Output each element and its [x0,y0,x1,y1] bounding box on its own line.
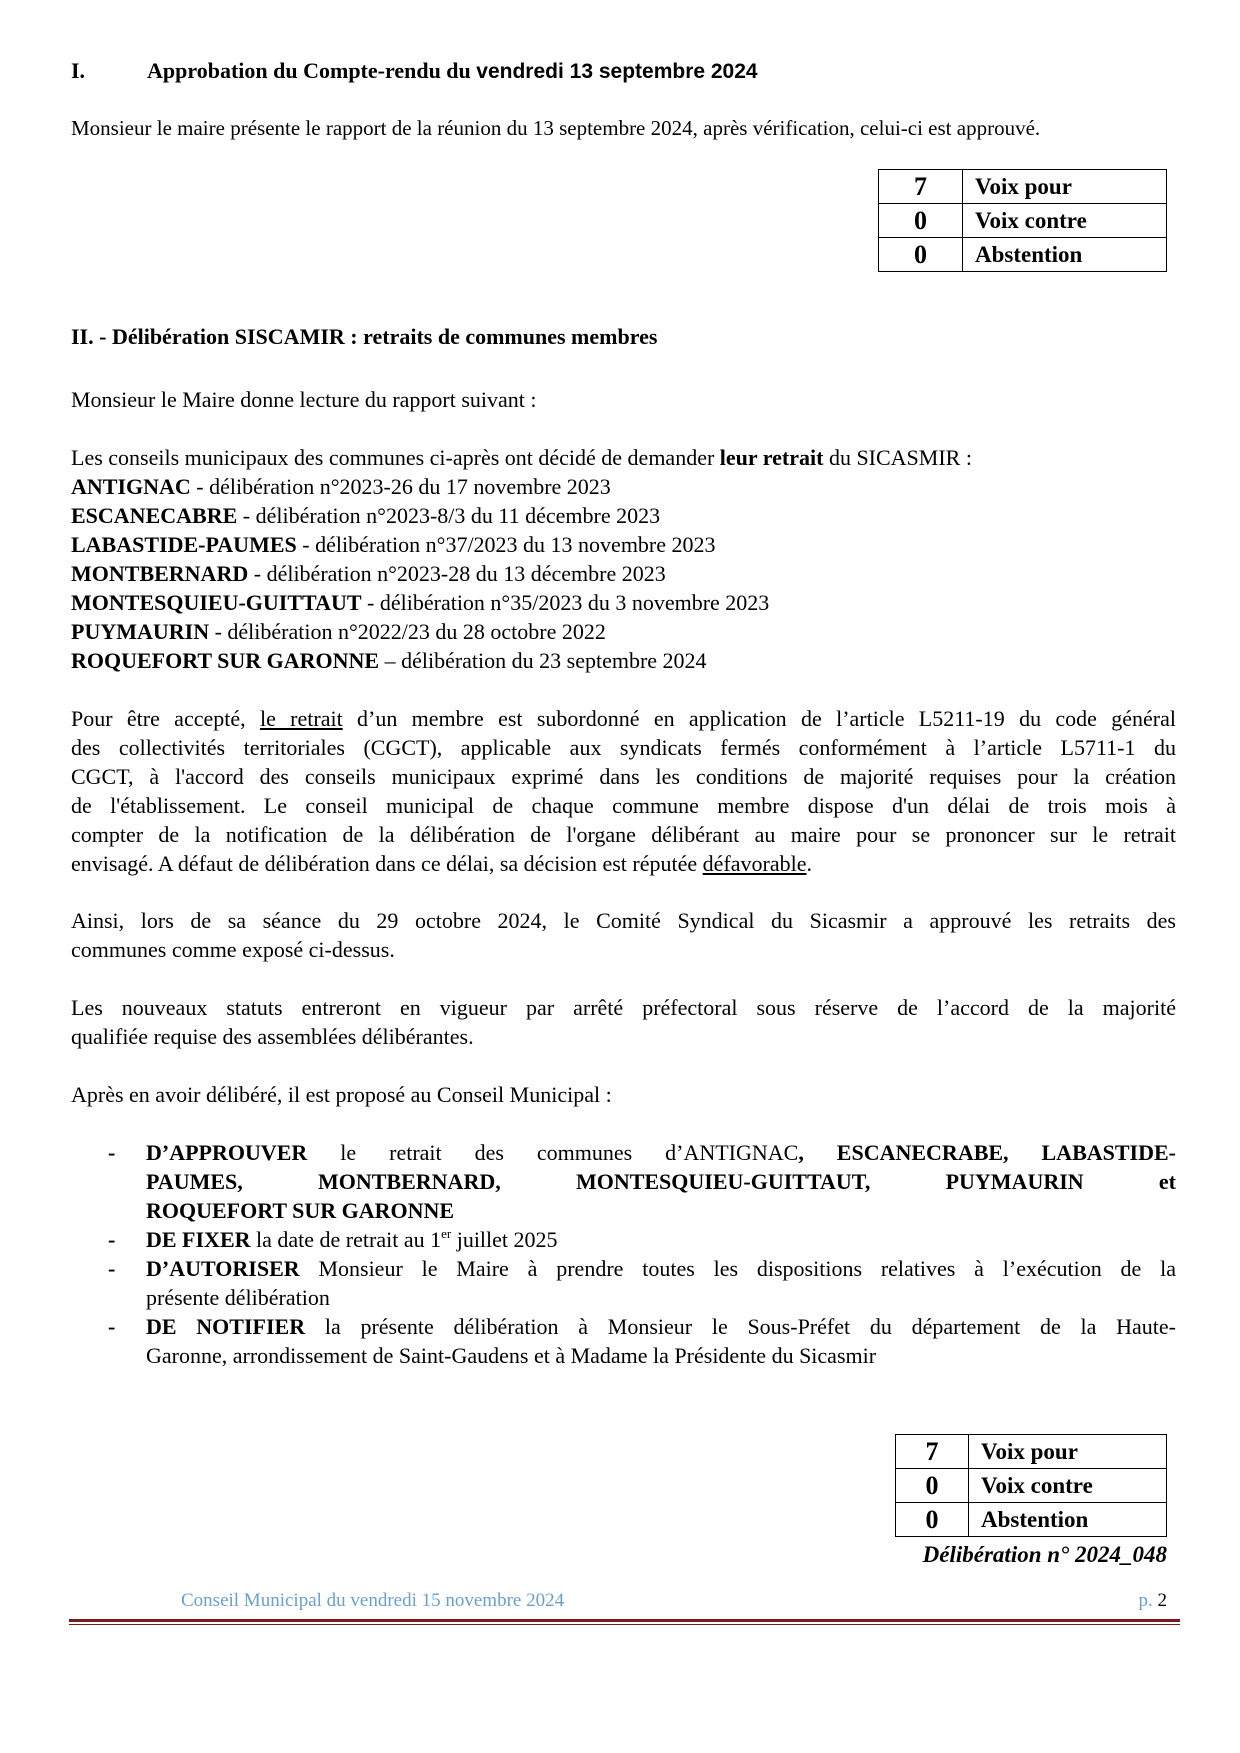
decision-verb: D’AUTORISER [146,1256,300,1281]
decision-item [146,1138,1176,1225]
votes-row [896,1435,1167,1469]
commune-name: MONTESQUIEU-GUITTAUT [71,590,362,615]
lead-bold: leur retrait [719,445,824,470]
section-1-text: Monsieur le maire présente le rapport de la réunion du 13 septembre 2024, après vérification, celui-ci est approuvé. [71,116,1041,140]
page-prefix: p. [1138,1590,1158,1611]
vote-label: Voix contre [963,204,1167,238]
paragraph-line: qualifiée requise des assemblées délibérantes. [71,1024,474,1049]
decision-line [146,1312,1176,1341]
text-run: envisagé. A défaut de délibération dans ce délai, sa décision est réputée [71,851,703,876]
vote-count: 0 [879,204,963,238]
vote-count: 7 [896,1435,969,1469]
decision-line [146,1254,1176,1283]
paragraph-statuts [71,993,1176,1051]
commune-name: PUYMAURIN [71,619,210,644]
vote-count: 0 [896,1469,969,1503]
paragraph-line [71,704,1176,733]
commune-detail: délibération n°35/2023 du 3 novembre 2023 [379,590,770,615]
decision-verb: DE FIXER [146,1227,251,1252]
commune-detail: délibération du 23 septembre 2024 [401,648,707,673]
vote-label: Voix pour [969,1435,1167,1469]
commune-detail: délibération n°2023-26 du 17 novembre 2023 [209,474,611,499]
bullet-dash: - [108,1227,116,1252]
bullet-dash: - [108,1140,116,1165]
vote-label: Voix contre [969,1469,1167,1503]
commune-sep: – [379,648,402,673]
votes-row [879,238,1167,272]
vote-label: Abstention [963,238,1167,272]
commune-detail: délibération n°2023-28 du 13 décembre 2023 [266,561,666,586]
paragraph-line: des collectivités territoriales (CGCT), applicable aux syndicats fermés conformément à l’article L5711-1 du [71,735,1176,760]
paragraph-line: compter de la notification de la délibération de l'organe délibérant au maire pour se prononcer sur le retrait [71,822,1176,847]
section-1-date: vendredi 13 septembre 2024 [476,60,758,83]
text-run: juillet 2025 [451,1227,558,1252]
paragraph-comite [71,906,1176,964]
text-run: la présente délibération à Monsieur le Sous-Préfet du département de la Haute- [305,1314,1176,1339]
votes-row [879,170,1167,204]
decision-item [146,1254,1176,1312]
votes-table-1 [878,169,1167,272]
commune-sep: - [190,474,210,499]
proposal-text: Après en avoir délibéré, il est proposé au Conseil Municipal : [71,1082,612,1107]
paragraph-line: Ainsi, lors de sa séance du 29 octobre 2024, le Comité Syndical du Sicasmir a approuvé les retraits des [71,908,1176,933]
commune-sep: - [296,532,316,557]
text-run: , ESCANECRABE, LABASTIDE- [798,1140,1176,1165]
section-2-heading: II. - Délibération SISCAMIR : retraits de communes membres [71,324,658,349]
decision-line [146,1167,1176,1196]
commune-detail: délibération n°2022/23 du 28 octobre 2022 [227,619,606,644]
votes-row [896,1503,1167,1537]
paragraph-line [71,849,1176,878]
commune-name: LABASTIDE-PAUMES [71,532,297,557]
commune-name: MONTBERNARD [71,561,249,586]
commune-item [71,646,707,675]
commune-sep: - [237,503,256,528]
section-1-number: I. [71,58,86,83]
footer-rule [69,1619,1180,1622]
commune-name: ROQUEFORT SUR GARONNE [71,648,380,673]
superscript: er [441,1226,452,1241]
vote-label: Voix pour [963,170,1167,204]
underlined-text: défavorable [702,851,807,876]
text-run: ROQUEFORT SUR GARONNE [146,1198,455,1223]
decision-item [146,1312,1176,1370]
text-run: le retrait des communes d’ANTIGNAC [307,1140,799,1165]
footer-page [1139,1590,1168,1612]
commune-sep: - [209,619,228,644]
paragraph-line: CGCT, à l'accord des conseils municipaux exprimé dans les conditions de majorité requises pour la création [71,764,1176,789]
decision-line: Garonne, arrondissement de Saint-Gaudens et à Madame la Présidente du Sicasmir [146,1343,877,1368]
section-2-intro: Monsieur le Maire donne lecture du rapport suivant : [71,387,537,412]
commune-detail: délibération n°37/2023 du 13 novembre 2023 [315,532,716,557]
commune-name: ANTIGNAC [71,474,191,499]
section-2-lead [71,443,972,472]
votes-row [896,1469,1167,1503]
commune-sep: - [361,590,380,615]
commune-item [71,588,769,617]
underlined-text: le retrait [259,706,343,731]
paragraph-retrait [71,704,1176,878]
lead-end: du SICASMIR : [823,445,972,470]
lead-text: Les conseils municipaux des communes ci-après ont décidé de demander [71,445,720,470]
commune-name: ESCANECABRE [71,503,238,528]
section-1-title: Approbation du Compte-rendu du [147,58,477,83]
vote-count: 0 [896,1503,969,1537]
vote-label: Abstention [969,1503,1167,1537]
text-run: d’un membre est subordonné en application de l’article L5211-19 du code général [342,706,1176,731]
text-run: PAUMES, MONTBERNARD, MONTESQUIEU-GUITTAUT, PUYMAURIN et [146,1169,1176,1194]
decision-item [146,1225,558,1254]
commune-item [71,472,611,501]
commune-item [71,530,716,559]
page-number: 2 [1157,1590,1167,1611]
commune-item [71,501,660,530]
text-run: la date de retrait au 1 [250,1227,442,1252]
decision-line [146,1196,1176,1225]
footer-title: Conseil Municipal du vendredi 15 novembre 2024 [181,1590,565,1611]
paragraph-line: communes comme exposé ci-dessus. [71,937,395,962]
commune-item [71,559,666,588]
paragraph-line: Les nouveaux statuts entreront en vigueur par arrêté préfectoral sous réserve de l’accord de la majorité [71,995,1176,1020]
footer-rule-thin [69,1624,1180,1625]
votes-table-2 [895,1434,1167,1537]
bullet-dash: - [108,1314,116,1339]
text-run: . [806,851,812,876]
text-run: Pour être accepté, [71,706,260,731]
deliberation-reference: Délibération n° 2024_048 [922,1542,1167,1567]
votes-row [879,204,1167,238]
decision-line [146,1138,1176,1167]
paragraph-line: de l'établissement. Le conseil municipal de chaque commune membre dispose d'un délai de trois mois à [71,793,1176,818]
decision-line: présente délibération [146,1285,330,1310]
vote-count: 7 [879,170,963,204]
decision-verb: D’APPROUVER [146,1140,308,1165]
commune-sep: - [248,561,267,586]
text-run: Monsieur le Maire à prendre toutes les dispositions relatives à l’exécution de la [299,1256,1176,1281]
commune-detail: délibération n°2023-8/3 du 11 décembre 2023 [255,503,661,528]
decision-verb: DE NOTIFIER [146,1314,306,1339]
commune-item [71,617,606,646]
bullet-dash: - [108,1256,116,1281]
vote-count: 0 [879,238,963,272]
section-1-heading [71,58,758,84]
